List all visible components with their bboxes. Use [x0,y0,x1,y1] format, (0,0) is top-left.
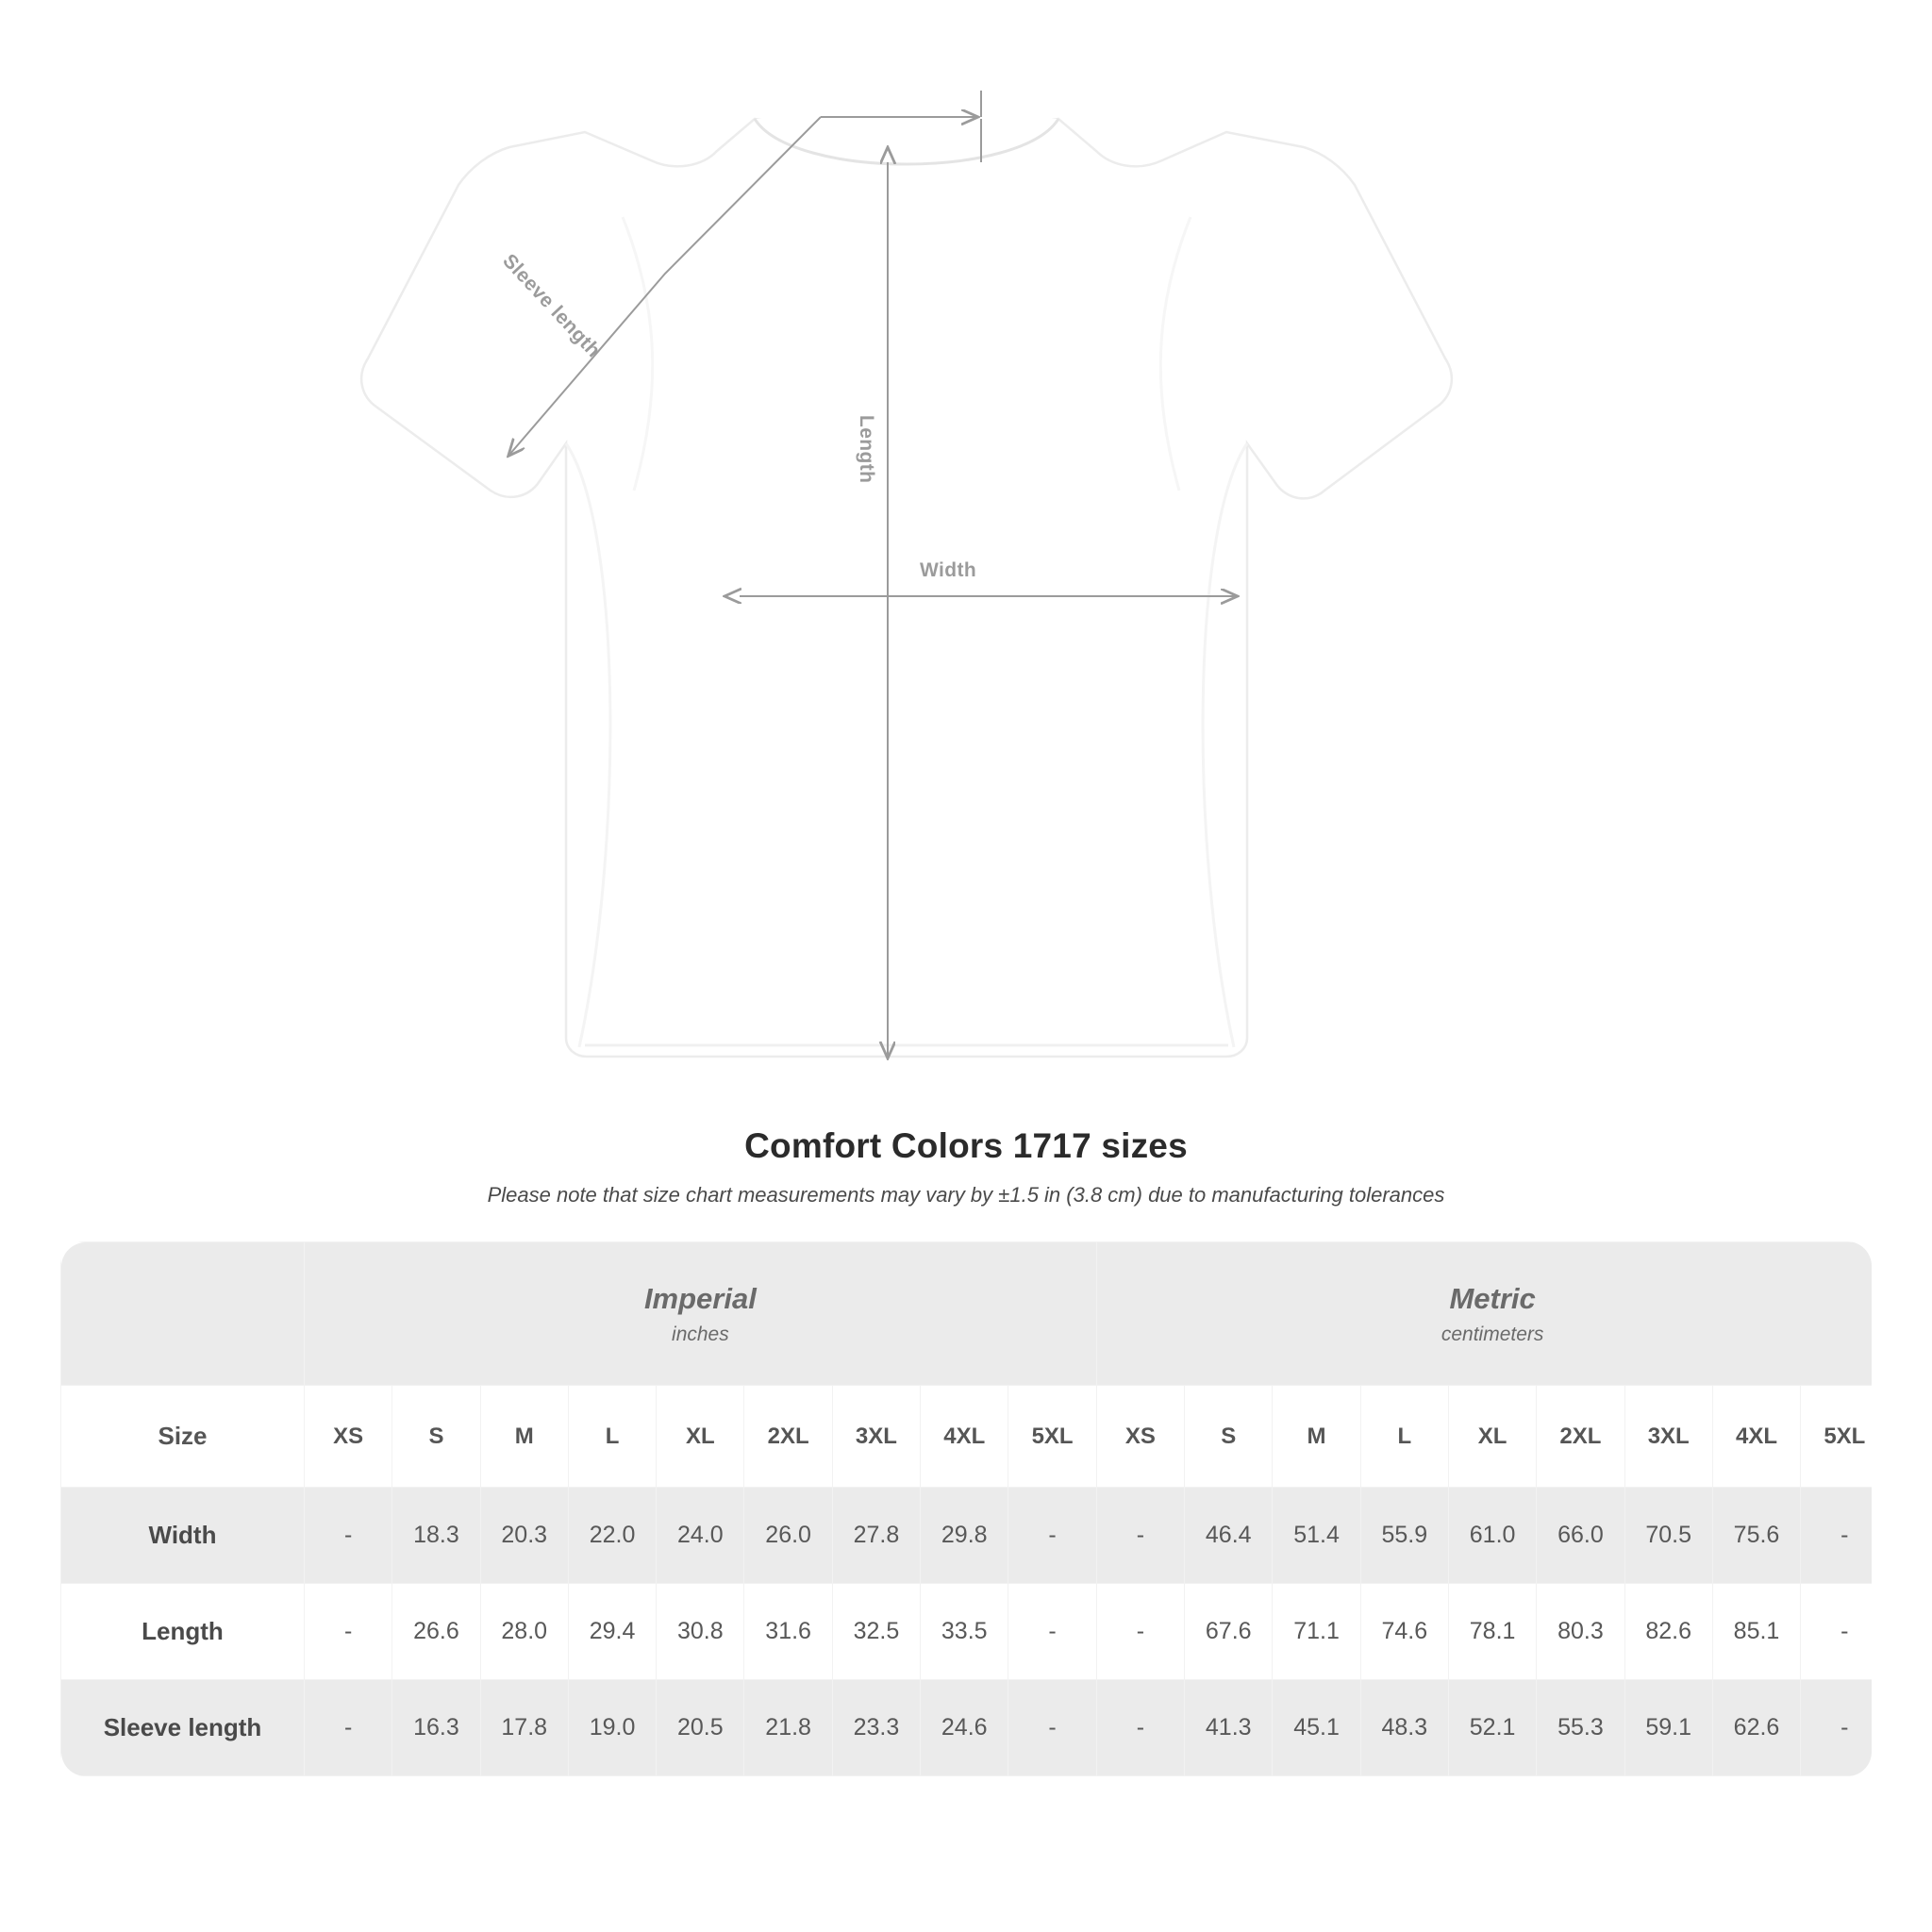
cell-length-met-s: 67.6 [1185,1584,1273,1680]
col-header-imp-xs: XS [305,1386,392,1488]
cell-length-met-m: 71.1 [1273,1584,1360,1680]
cell-sleeve-imp-l: 19.0 [568,1680,656,1776]
cell-length-met-5xl: - [1801,1584,1872,1680]
col-header-imp-5xl: 5XL [1008,1386,1096,1488]
cell-width-met-xl: 61.0 [1448,1488,1536,1584]
page-title: Comfort Colors 1717 sizes [744,1126,1188,1165]
cell-length-met-xs: - [1096,1584,1184,1680]
cell-width-imp-xs: - [305,1488,392,1584]
table-row [61,1584,1873,1680]
unit-metric [1096,1242,1872,1386]
row-label-sleeve-length: Sleeve length [61,1680,305,1776]
cell-width-met-xs: - [1096,1488,1184,1584]
cell-length-imp-2xl: 31.6 [744,1584,832,1680]
tolerance-note: Please note that size chart measurements may vary by ±1.5 in (3.8 cm) due to manufacturing tolerances [487,1183,1445,1207]
cell-sleeve-met-4xl: 62.6 [1712,1680,1800,1776]
cell-width-imp-4xl: 29.8 [921,1488,1008,1584]
cell-sleeve-imp-3xl: 23.3 [832,1680,920,1776]
size-header-row [61,1386,1873,1488]
col-header-imp-m: M [480,1386,568,1488]
size-table-wrapper [60,1241,1872,1776]
unit-imperial-name: Imperial [643,1281,757,1315]
row-label-width: Width [61,1488,305,1584]
cell-length-imp-5xl: - [1008,1584,1096,1680]
width-label: Width [920,559,977,581]
cell-length-imp-s: 26.6 [392,1584,480,1680]
cell-length-met-4xl: 85.1 [1712,1584,1800,1680]
cell-length-imp-xs: - [305,1584,392,1680]
cell-width-met-4xl: 75.6 [1712,1488,1800,1584]
unit-imperial-sub: inches [672,1323,729,1345]
cell-length-imp-l: 29.4 [568,1584,656,1680]
cell-length-met-l: 74.6 [1360,1584,1448,1680]
cell-sleeve-met-l: 48.3 [1360,1680,1448,1776]
col-header-met-2xl: 2XL [1537,1386,1624,1488]
cell-sleeve-met-5xl: - [1801,1680,1872,1776]
col-header-imp-s: S [392,1386,480,1488]
cell-sleeve-imp-s: 16.3 [392,1680,480,1776]
col-header-met-4xl: 4XL [1712,1386,1800,1488]
col-header-met-m: M [1273,1386,1360,1488]
cell-sleeve-imp-4xl: 24.6 [921,1680,1008,1776]
cell-length-imp-xl: 30.8 [657,1584,744,1680]
size-header-label: Size [61,1386,305,1488]
col-header-met-5xl: 5XL [1801,1386,1872,1488]
col-header-imp-3xl: 3XL [832,1386,920,1488]
cell-sleeve-met-xs: - [1096,1680,1184,1776]
cell-sleeve-met-m: 45.1 [1273,1680,1360,1776]
unit-metric-name: Metric [1449,1281,1536,1315]
cell-sleeve-imp-5xl: - [1008,1680,1096,1776]
title-block [0,1126,1932,1208]
sleeve-length-label: Sleeve length [498,250,605,362]
cell-width-imp-5xl: - [1008,1488,1096,1584]
unit-header-row [61,1242,1873,1386]
col-header-met-s: S [1185,1386,1273,1488]
cell-length-met-2xl: 80.3 [1537,1584,1624,1680]
unit-spacer [61,1242,305,1386]
col-header-met-3xl: 3XL [1624,1386,1712,1488]
cell-length-met-xl: 78.1 [1448,1584,1536,1680]
cell-sleeve-imp-xl: 20.5 [657,1680,744,1776]
cell-length-imp-4xl: 33.5 [921,1584,1008,1680]
col-header-imp-xl: XL [657,1386,744,1488]
cell-width-met-s: 46.4 [1185,1488,1273,1584]
cell-width-met-2xl: 66.0 [1537,1488,1624,1584]
col-header-met-xl: XL [1448,1386,1536,1488]
cell-width-imp-s: 18.3 [392,1488,480,1584]
col-header-imp-2xl: 2XL [744,1386,832,1488]
size-table [60,1241,1872,1776]
cell-sleeve-imp-2xl: 21.8 [744,1680,832,1776]
col-header-imp-4xl: 4XL [921,1386,1008,1488]
cell-sleeve-imp-xs: - [305,1680,392,1776]
tshirt-shape [361,119,1452,1057]
col-header-met-l: L [1360,1386,1448,1488]
cell-width-imp-l: 22.0 [568,1488,656,1584]
cell-width-met-3xl: 70.5 [1624,1488,1712,1584]
col-header-imp-l: L [568,1386,656,1488]
cell-width-met-l: 55.9 [1360,1488,1448,1584]
cell-width-imp-2xl: 26.0 [744,1488,832,1584]
length-label: Length [856,415,877,484]
cell-sleeve-met-xl: 52.1 [1448,1680,1536,1776]
cell-sleeve-met-2xl: 55.3 [1537,1680,1624,1776]
cell-width-imp-xl: 24.0 [657,1488,744,1584]
table-row [61,1488,1873,1584]
unit-imperial [305,1242,1097,1386]
cell-length-imp-3xl: 32.5 [832,1584,920,1680]
cell-width-imp-3xl: 27.8 [832,1488,920,1584]
cell-sleeve-met-3xl: 59.1 [1624,1680,1712,1776]
col-header-met-xs: XS [1096,1386,1184,1488]
unit-metric-sub: centimeters [1441,1323,1544,1345]
row-label-length: Length [61,1584,305,1680]
cell-length-met-3xl: 82.6 [1624,1584,1712,1680]
cell-width-imp-m: 20.3 [480,1488,568,1584]
cell-width-met-5xl: - [1801,1488,1872,1584]
cell-length-imp-m: 28.0 [480,1584,568,1680]
cell-sleeve-imp-m: 17.8 [480,1680,568,1776]
cell-width-met-m: 51.4 [1273,1488,1360,1584]
table-row [61,1680,1873,1776]
cell-sleeve-met-s: 41.3 [1185,1680,1273,1776]
